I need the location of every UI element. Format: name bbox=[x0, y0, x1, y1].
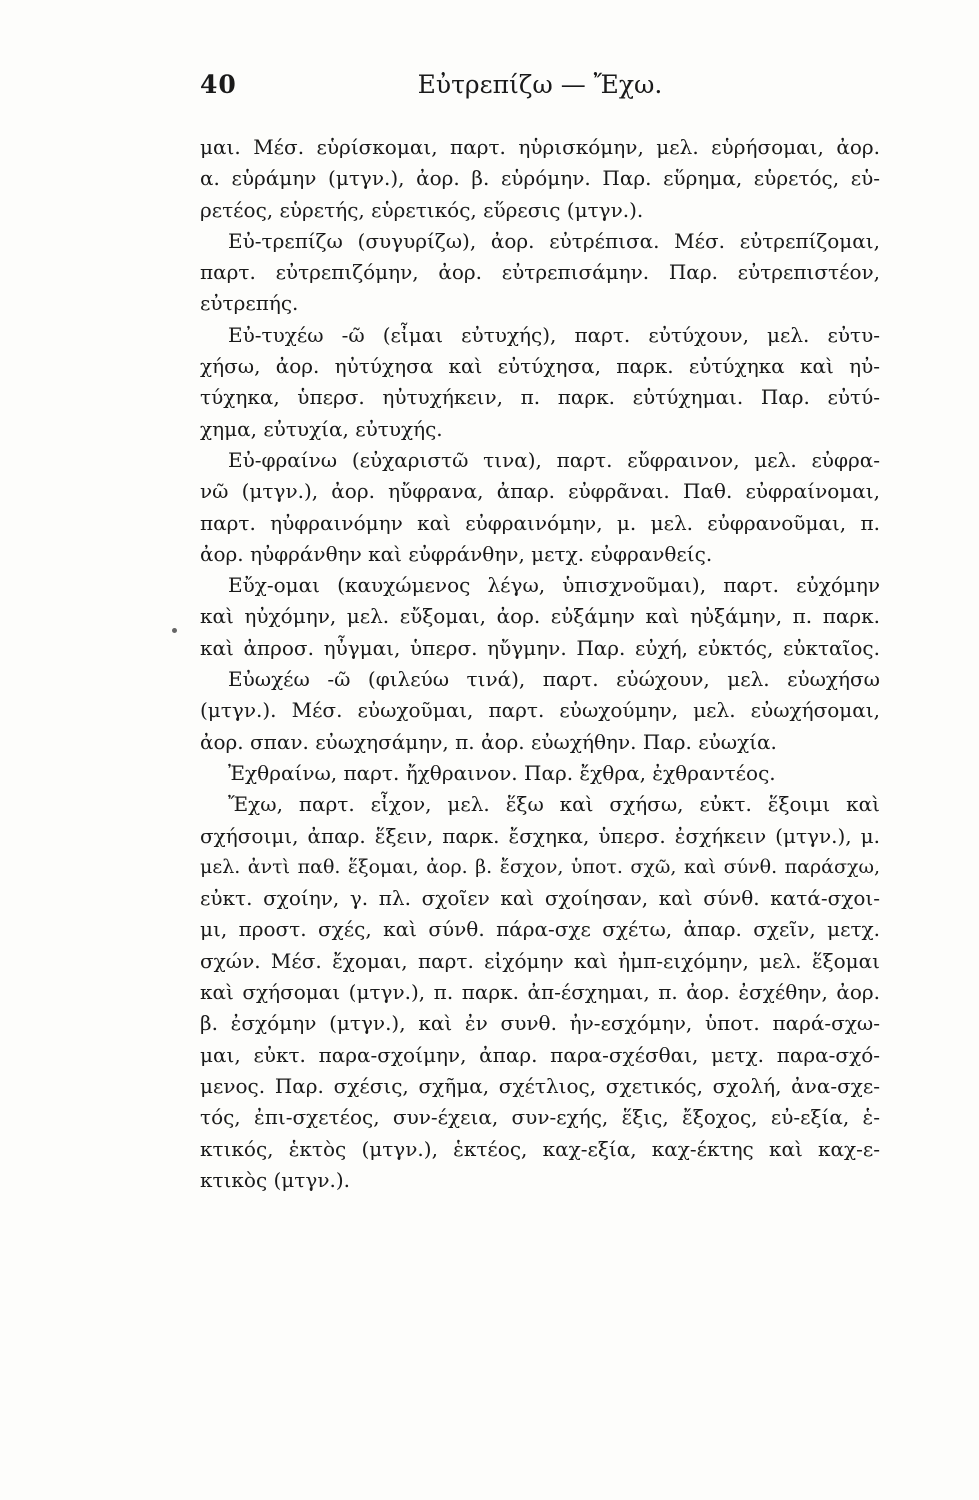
text-line: καὶ ἀπροσ. ηὖγμαι, ὑπερσ. ηὔγμην. Παρ. εὐχή, εὐκτός, εὐκταῖος. bbox=[200, 635, 880, 660]
text-line: παρτ. ηὐφραινόμην καὶ εὐφραινόμην, μ. μελ. εὐφρανοῦμαι, π. bbox=[200, 510, 880, 535]
running-header bbox=[200, 70, 880, 110]
text-line: σχών. Μέσ. ἔχομαι, παρτ. εἰχόμην καὶ ἠμπ-ειχόμην, μελ. ἕξομαι bbox=[200, 948, 880, 973]
text-line: σχήσοιμι, ἀπαρ. ἕξειν, παρκ. ἔσχηκα, ὑπερσ. ἐσχήκειν (μτγν.), μ. bbox=[200, 823, 880, 848]
text-line: μελ. ἀντὶ παθ. ἕξομαι, ἀορ. β. ἔσχον, ὑποτ. σχῶ, καὶ σύνθ. παράσχω, bbox=[200, 855, 880, 878]
text-line: β. ἐσχόμην (μτγν.), καὶ ἐν συνθ. ἠν-εσχόμην, ὑποτ. παρά-σχω- bbox=[200, 1011, 880, 1036]
entry-headline: Εὐ-τυχέω -ῶ (εἶμαι εὐτυχής), παρτ. εὐτύχουν, μελ. εὐτυ- bbox=[228, 322, 880, 347]
text-line: χήσω, ἀορ. ηὐτύχησα καὶ εὐτύχησα, παρκ. εὐτύχηκα καὶ ηὐ- bbox=[200, 354, 880, 379]
text-line: καὶ σχήσομαι (μτγν.), π. παρκ. ἀπ-έσχημαι, π. ἀορ. ἐσχέθην, ἀορ. bbox=[200, 980, 880, 1005]
text-line: παρτ. εὐτρεπιζόμην, ἀορ. εὐτρεπισάμην. Παρ. εὐτρεπιστέον, bbox=[200, 260, 880, 285]
text-line: κτικὸς (μτγν.). bbox=[200, 1167, 350, 1192]
text-line: νῶ (μτγν.), ἀορ. ηὔφρανα, ἀπαρ. εὐφρᾶναι. Παθ. εὐφραίνομαι, bbox=[200, 479, 880, 504]
text-line: μαι, εὐκτ. παρα-σχοίμην, ἀπαρ. παρα-σχέσθαι, μετχ. παρα-σχό- bbox=[200, 1042, 880, 1067]
text-line: χημα, εὐτυχία, εὐτυχής. bbox=[200, 416, 443, 441]
entry-headline: Ἐχθραίνω, παρτ. ἤχθραινον. Παρ. ἔχθρα, ἐχθραντέος. bbox=[228, 760, 776, 785]
text-line: κτικός, ἑκτὸς (μτγν.), ἑκτέος, καχ-εξία, καχ-έκτης καὶ καχ-ε- bbox=[200, 1136, 880, 1161]
text-line: ἀορ. σπαν. εὐωχησάμην, π. ἀορ. εὐωχήθην. Παρ. εὐωχία. bbox=[200, 729, 777, 754]
text-line: τύχηκα, ὑπερσ. ηὐτυχήκειν, π. παρκ. εὐτύχημαι. Παρ. εὐτύ- bbox=[200, 385, 880, 410]
page-number: 40 bbox=[200, 70, 237, 99]
text-line: ρετέος, εὑρετής, εὑρετικός, εὕρεσις (μτγν.). bbox=[200, 197, 644, 222]
text-line: εὐτρεπής. bbox=[200, 291, 299, 316]
running-title: Εὐτρεπίζω — Ἔχω. bbox=[417, 70, 663, 99]
text-line: α. εὑράμην (μτγν.), ἀορ. β. εὑρόμην. Παρ. εὕρημα, εὑρετός, εὑ- bbox=[200, 166, 880, 191]
entry-headline: Ἔχω, παρτ. εἶχον, μελ. ἕξω καὶ σχήσω, εὐκτ. ἕξοιμι καὶ bbox=[228, 792, 880, 817]
text-line: (μτγν.). Μέσ. εὐωχοῦμαι, παρτ. εὐωχούμην, μελ. εὐωχήσομαι, bbox=[200, 698, 880, 723]
text-line: τός, ἐπι-σχετέος, συν-έχεια, συν-εχής, ἕξις, ἔξοχος, εὐ-εξία, ἑ- bbox=[200, 1105, 880, 1130]
entry-headline: Εὐωχέω -ῶ (φιλεύω τινά), παρτ. εὐώχουν, μελ. εὐωχήσω bbox=[228, 667, 880, 692]
text-line: μενος. Παρ. σχέσις, σχῆμα, σχέτλιος, σχετικός, σχολή, ἀνα-σχε- bbox=[200, 1073, 880, 1098]
text-line: μαι. Μέσ. εὑρίσκομαι, παρτ. ηὑρισκόμην, μελ. εὑρήσομαι, ἀορ. bbox=[200, 135, 880, 159]
entry-headline: Εὐ-φραίνω (εὐχαριστῶ τινα), παρτ. εὔφραινον, μελ. εὐφρα- bbox=[228, 447, 880, 472]
margin-dot-mark bbox=[172, 628, 177, 633]
dictionary-body-text bbox=[200, 132, 880, 1196]
text-line: καὶ ηὐχόμην, μελ. εὔξομαι, ἀορ. εὐξάμην καὶ ηὐξάμην, π. παρκ. bbox=[200, 604, 880, 629]
text-line: μι, προστ. σχές, καὶ σύνθ. πάρα-σχε σχέτω, ἀπαρ. σχεῖν, μετχ. bbox=[200, 917, 880, 942]
text-line: ἀορ. ηὐφράνθην καὶ εὐφράνθην, μετχ. εὐφρανθείς. bbox=[200, 541, 713, 566]
entry-headline: Εὔχ-ομαι (καυχώμενος λέγω, ὑπισχνοῦμαι), παρτ. εὐχόμην bbox=[228, 573, 880, 598]
text-line: εὐκτ. σχοίην, γ. πλ. σχοῖεν καὶ σχοίησαν, καὶ σύνθ. κατά-σχοι- bbox=[200, 886, 880, 911]
entry-headline: Εὐ-τρεπίζω (συγυρίζω), ἀορ. εὐτρέπισα. Μέσ. εὐτρεπίζομαι, bbox=[228, 228, 880, 253]
